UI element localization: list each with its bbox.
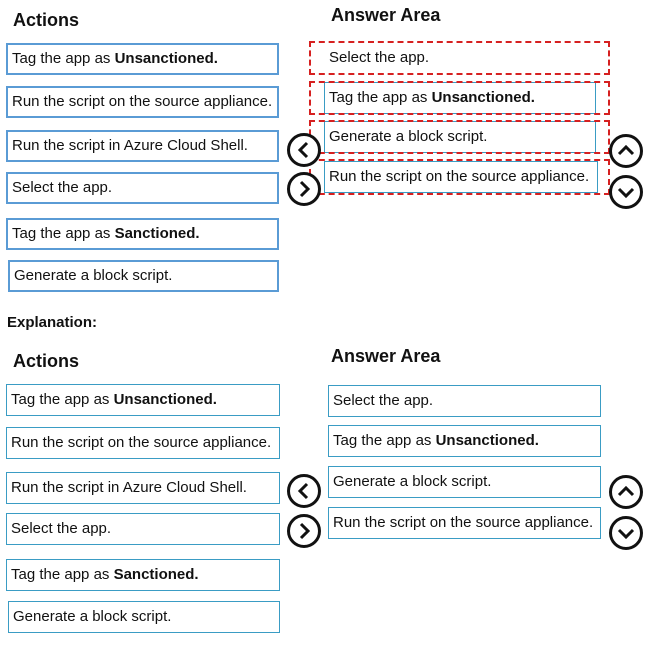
answer-item-generate-block-script[interactable] [324, 121, 596, 153]
action-item-run-script-cloud-shell[interactable] [6, 472, 280, 504]
action-item-label: Generate a block script. [13, 608, 172, 625]
chevron-up-icon [616, 482, 636, 502]
action-item-label: Run the script on the source appliance. [11, 434, 272, 451]
chevron-left-icon [294, 481, 314, 501]
action-item-generate-block-script[interactable] [8, 601, 280, 633]
answer-item-run-script-source[interactable] [324, 161, 598, 193]
answer-item-label: Select the app. [329, 49, 430, 66]
chevron-left-icon [294, 140, 314, 160]
move-right-button[interactable] [287, 172, 321, 206]
action-item-run-script-source[interactable] [6, 427, 280, 459]
answer-item-generate-block-script[interactable] [328, 466, 601, 498]
move-up-button[interactable] [609, 475, 643, 509]
action-item-tag-unsanctioned[interactable] [6, 43, 279, 75]
answer-area-heading: Answer Area [331, 5, 441, 25]
chevron-up-icon [616, 141, 636, 161]
move-down-button[interactable] [609, 516, 643, 550]
action-item-select-app[interactable] [6, 172, 279, 204]
chevron-down-icon [616, 523, 636, 543]
action-item-tag-sanctioned[interactable] [6, 559, 280, 591]
action-item-generate-block-script[interactable] [8, 260, 279, 292]
answer-item-tag-unsanctioned[interactable] [324, 82, 596, 114]
chevron-down-icon [616, 182, 636, 202]
chevron-right-icon [294, 179, 314, 199]
move-left-button[interactable] [287, 474, 321, 508]
action-item-run-script-source[interactable] [6, 86, 279, 118]
answer-item-tag-unsanctioned[interactable] [328, 425, 601, 457]
action-item-label: Generate a block script. [14, 267, 173, 284]
answer-item-label: Generate a block script. [333, 473, 492, 490]
answer-item-label: Tag the app as Unsanctioned. [333, 432, 539, 449]
answer-area-heading-explanation: Answer Area [331, 346, 441, 366]
action-item-label: Run the script on the source appliance. [12, 93, 273, 110]
answer-item-run-script-source[interactable] [328, 507, 601, 539]
action-item-label: Tag the app as Sanctioned. [11, 566, 199, 583]
action-item-label: Tag the app as Unsanctioned. [11, 391, 217, 408]
actions-heading-explanation: Actions [13, 351, 80, 371]
move-left-button[interactable] [287, 133, 321, 167]
action-item-tag-sanctioned[interactable] [6, 218, 279, 250]
action-item-label: Select the app. [11, 520, 112, 537]
action-item-label: Tag the app as Sanctioned. [12, 225, 200, 242]
answer-item-label: Generate a block script. [329, 128, 488, 145]
action-item-label: Tag the app as Unsanctioned. [12, 50, 218, 67]
answer-item-label: Tag the app as Unsanctioned. [329, 89, 535, 106]
action-item-label: Run the script in Azure Cloud Shell. [12, 137, 248, 154]
answer-item-label: Run the script on the source appliance. [333, 514, 594, 531]
answer-item-select-app[interactable] [328, 385, 601, 417]
answer-item-select-app[interactable] [324, 42, 596, 74]
actions-heading: Actions [13, 10, 80, 30]
explanation-label: Explanation: [7, 314, 98, 331]
chevron-right-icon [294, 521, 314, 541]
action-item-select-app[interactable] [6, 513, 280, 545]
action-item-run-script-cloud-shell[interactable] [6, 130, 279, 162]
answer-item-label: Run the script on the source appliance. [329, 168, 590, 185]
answer-item-label: Select the app. [333, 392, 434, 409]
move-down-button[interactable] [609, 175, 643, 209]
action-item-label: Select the app. [12, 179, 113, 196]
action-item-label: Run the script in Azure Cloud Shell. [11, 479, 247, 496]
move-right-button[interactable] [287, 514, 321, 548]
action-item-tag-unsanctioned[interactable] [6, 384, 280, 416]
move-up-button[interactable] [609, 134, 643, 168]
